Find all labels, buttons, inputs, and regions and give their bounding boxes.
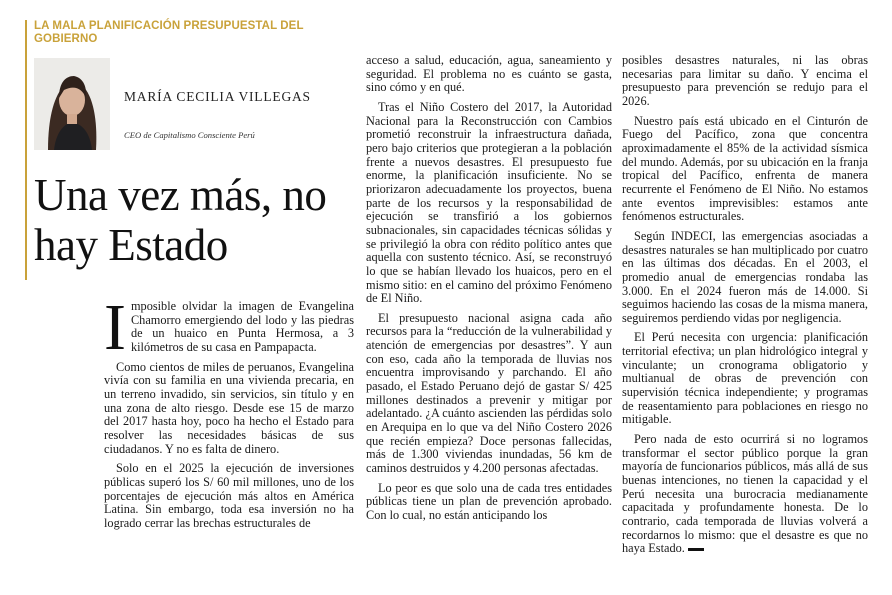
paragraph-12-text: Pero nada de esto ocurrirá si no logramos transformar el sector público porque la gran mayoría de funcionarios públicos, más allá de sus buenas intenciones, no tienen la capacidad y el Perú necesita una burocracia medianamente capacitada y profundamente honesta. De lo contrario, cada temporada de lluvias volverá a recordarnos lo mismo: que el desastre es que no haya Estado.	[622, 432, 868, 556]
paragraph-1	[104, 291, 354, 364]
article-column-1	[104, 291, 354, 531]
paragraph-11: El Perú necesita con urgencia: planificación territorial efectiva; un plan hidrológico integral y vinculante; un cronograma obligatorio y multianual de obras de prevención con supervisión técnica independiente; y programas de reasentamiento para poblaciones en riesgo no mitigable.	[622, 330, 868, 427]
paragraph-2: Como cientos de miles de peruanos, Evangelina vivía con su familia en una vivienda precaria, en un terreno invadido, sin servicios, sin título y en una zona de alto riesgo. Desde ese 15 de marzo del 2017 hasta hoy, poco ha hecho el Estado para resolver las necesidades básicas de sus ciudadanos. Y no es falta de dinero.	[104, 359, 354, 456]
paragraph-10: Según INDECI, las emergencias asociadas a desastres naturales se han multiplicado por cuatro en las últimas dos décadas. En el 2003, el promedio anual de emergencias rondaba las 3.000. En el 2024 fueron más de 14.000. Si seguimos haciendo las cosas de la misma manera, seguiremos perdiendo vidas por negligencia.	[622, 228, 868, 325]
section-kicker: LA MALA PLANIFICACIÓN PRESUPUESTAL DEL GOBIERNO	[34, 20, 304, 45]
paragraph-12	[622, 433, 868, 556]
accent-rule	[25, 20, 27, 280]
headline: Una vez más, no hay Estado	[34, 170, 327, 270]
author-name: MARÍA CECILIA VILLEGAS	[124, 89, 311, 104]
paragraph-7: Lo peor es que solo una de cada tres entidades públicas tiene un plan de prevención aprobado. Con lo cual, no están anticipando los	[366, 480, 612, 522]
end-mark	[688, 548, 704, 551]
article-column-3	[622, 54, 868, 556]
paragraph-3: Solo en el 2025 la ejecución de inversiones públicas superó los S/ 60 mil millones, uno de los porcentajes de ejecución más altos en América Latina. Sin embargo, toda esa inversión no ha logrado cerrar las brechas estructurales de	[104, 461, 354, 530]
author-photo	[34, 58, 110, 150]
paragraph-9: Nuestro país está ubicado en el Cinturón de Fuego del Pacífico, zona que concentra aproximadamente el 85% de la actividad sísmica del mundo. Además, por su ubicación en la franja tropical del Pacífico, enfrenta de manera recurrente el Fenómeno de El Niño. No estamos ante eventos imprevisibles: estamos ante fenómenos estructurales.	[622, 113, 868, 224]
author-role: CEO de Capitalismo Consciente Perú	[124, 130, 255, 140]
drop-cap: I	[104, 291, 126, 364]
paragraph-6: El presupuesto nacional asigna cada año recursos para la “reducción de la vulnerabilidad y atención de emergencias por desastres”. Y aun con eso, cada año la temporada de lluvias nos encuentra improvisando y parchando. El año pasado, el Estado Peruano dejó de gastar S/ 425 millones destinados a prevenir y mitigar por adelantado. ¿A cuánto ascienden las pérdidas solo en Arequipa en lo que va del Niño Costero 2026 que recién empieza? Doce personas fallecidas, más de 1.300 viviendas inundadas, 56 km de caminos destruidos y 4.200 personas afectadas.	[366, 310, 612, 476]
article-column-2	[366, 54, 612, 523]
paragraph-8: posibles desastres naturales, ni las obras necesarias para limitar su daño. Y encima el presupuesto para prevención se redujo para el 2026.	[622, 53, 868, 108]
paragraph-5: Tras el Niño Costero del 2017, la Autoridad Nacional para la Reconstrucción con Cambios prometió reconstruir la infraestructura dañada, pero bajo criterios que protegieran a la población frente a nuevos desastres. El presupuesto fue enorme, la planificación insuficiente. No se priorizaron adecuadamente los proyectos, buena parte de los recursos y la responsabilidad de ejecución se transfirió a los gobiernos subnacionales, sin capacidades técnicas sólidas y se privilegió la obra con rédito político antes que aquella con sustento técnico. Así, se reconstruyó lo que se habían llevado los huaicos, pero en el mismo sitio: en el camino del próximo Fenómeno de El Niño.	[366, 99, 612, 306]
paragraph-4: acceso a salud, educación, agua, saneamiento y seguridad. El problema no es cuánto se gasta, sino cómo y en qué.	[366, 53, 612, 95]
paragraph-1-text: mposible olvidar la imagen de Evangelina Chamorro emergiendo del lodo y las piedras de un huaico en Punta Hermosa, a 3 kilómetros de su casa en Pampapacta.	[130, 299, 354, 354]
